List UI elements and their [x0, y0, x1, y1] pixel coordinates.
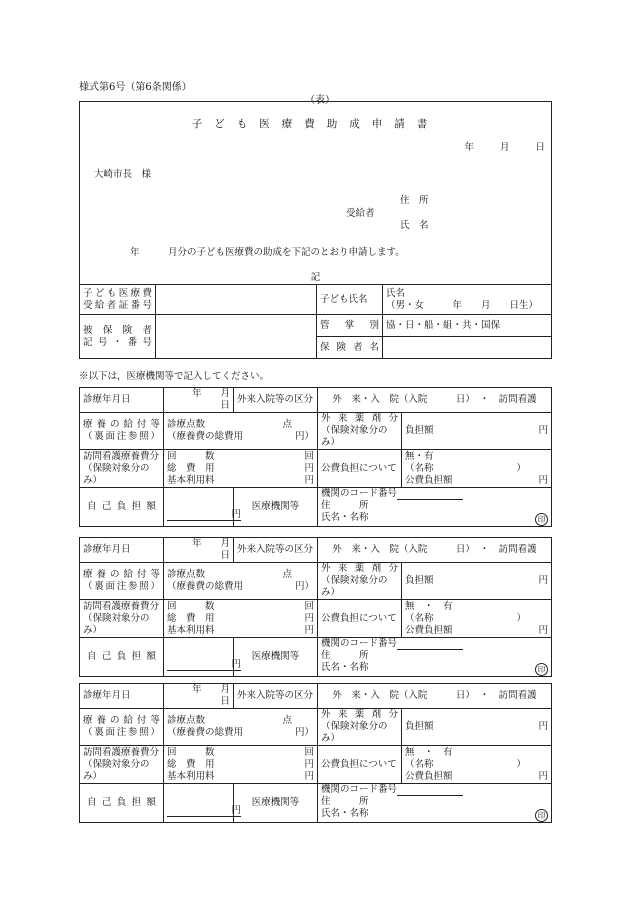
public-burden-field[interactable]: 無・有 （名称 ） 公費負担額 円: [402, 450, 552, 488]
treatment-date-label: 診療年月日: [80, 684, 164, 709]
child-name-label: 子ども氏名: [317, 285, 383, 315]
institution-field[interactable]: 機関のコード番号 住 所 氏名・名称 印: [318, 488, 552, 527]
self-burden-field[interactable]: 円: [164, 784, 234, 823]
public-burden-field[interactable]: 無 ・ 有 （名称 ） 公費負担額 円: [402, 746, 552, 784]
category-label: 外来入院等の区分: [234, 388, 318, 413]
insured-number-field[interactable]: [156, 315, 317, 359]
visit-nursing-label: 訪問看護療養費分 （保険対象分のみ）: [80, 600, 164, 638]
benefit-label: 療養の給付等 （裏面注参照）: [80, 709, 164, 746]
drug-burden-field[interactable]: 負担額 円: [402, 709, 552, 746]
request-statement: 年 月分の子ども医療費の助成を下記のとおり申請します。: [130, 247, 405, 258]
visit-nursing-label: 訪問看護療養費分 （保険対象分の み）: [80, 746, 164, 784]
institution-field[interactable]: 機関のコード番号 住 所 氏名・名称 印: [318, 784, 552, 823]
addressee: 大崎市長 様: [94, 169, 152, 180]
self-burden-field[interactable]: 円: [164, 638, 234, 677]
medical-record-block-3: [79, 683, 552, 823]
treatment-date-field[interactable]: 年 月 日: [164, 388, 234, 413]
institution-label: 医療機関等: [234, 638, 318, 677]
institution-label: 医療機関等: [234, 784, 318, 823]
treatment-date-label: 診療年月日: [80, 538, 164, 563]
benefit-label: 療養の給付等 （裏面注参照）: [80, 563, 164, 600]
category-options[interactable]: 外 来・入 院（入院 日） ・ 訪問看護: [318, 684, 552, 709]
treatment-date-field[interactable]: 年 月 日: [164, 538, 234, 563]
category-label: 外来入院等の区分: [234, 538, 318, 563]
public-burden-label: 公費負担について: [318, 746, 402, 784]
visit-nursing-label: 訪問看護療養費分 （保険対象分のみ）: [80, 450, 164, 488]
self-burden-label: 自己負担額: [80, 488, 164, 527]
insurer-label: 保険者名: [317, 337, 383, 359]
self-burden-field[interactable]: 円: [164, 488, 234, 527]
category-label: 外来入院等の区分: [234, 684, 318, 709]
medical-record-block-1: [79, 387, 552, 527]
seal-mark: 印: [535, 663, 548, 676]
drug-burden-field[interactable]: 負担額 円: [402, 413, 552, 450]
public-burden-label: 公費負担について: [318, 600, 402, 638]
category-options[interactable]: 外 来・入 院（入院 日） ・ 訪問看護: [318, 388, 552, 413]
application-header: [80, 102, 552, 285]
ki-label: 記: [310, 272, 321, 283]
visit-nursing-field[interactable]: 回 数 回 総 費 用 円 基本利用料 円: [164, 450, 318, 488]
jurisdiction-label: 管 掌 別: [317, 315, 383, 337]
treatment-date-field[interactable]: 年 月 日: [164, 684, 234, 709]
drug-burden-field[interactable]: 負担額 円: [402, 563, 552, 600]
seal-mark: 印: [535, 513, 548, 526]
public-burden-field[interactable]: 無 ・ 有 （名称 ） 公費負担額 円: [402, 600, 552, 638]
points-field[interactable]: 診療点数 点 （療養費の総費用 円）: [164, 709, 318, 746]
insurer-field[interactable]: [383, 337, 552, 359]
recipient-address-label: 住 所: [400, 195, 429, 206]
application-date[interactable]: 年 月 日: [464, 142, 545, 153]
insured-number-label: 被保険者 記号・番号: [80, 315, 156, 359]
recipient-label: 受給者: [346, 208, 375, 219]
drug-label: 外来薬剤分 （保険対象分のみ）: [318, 563, 402, 600]
drug-label: 外来薬剤分 （保険対象分のみ）: [318, 709, 402, 746]
benefit-label: 療養の給付等 （裏面注参照）: [80, 413, 164, 450]
medical-record-block-2: [79, 537, 552, 677]
visit-nursing-field[interactable]: 回 数 回 総 費 用 円 基本利用料 円: [164, 600, 318, 638]
child-name-field[interactable]: 氏名 （男・女 年 月 日生）: [383, 285, 552, 315]
cert-number-label: 子ども医療費 受給者証番号: [80, 285, 156, 315]
public-burden-label: 公費負担について: [318, 450, 402, 488]
instruction-note: ※以下は，医療機関等で記入してください。: [79, 371, 270, 382]
application-table: [79, 101, 552, 359]
form-title: 子ども医療費助成申請書: [191, 118, 440, 130]
self-burden-label: 自己負担額: [80, 638, 164, 677]
self-burden-label: 自己負担額: [80, 784, 164, 823]
visit-nursing-field[interactable]: 回 数 回 総 費 用 円 基本利用料 円: [164, 746, 318, 784]
seal-mark: 印: [535, 809, 548, 822]
side-label: （表）: [305, 95, 335, 106]
points-field[interactable]: 診療点数 点 （療養費の総費用 円）: [164, 563, 318, 600]
drug-label: 外来薬剤分 （保険対象分のみ）: [318, 413, 402, 450]
points-field[interactable]: 診療点数 点 （療養費の総費用 円）: [164, 413, 318, 450]
treatment-date-label: 診療年月日: [80, 388, 164, 413]
institution-label: 医療機関等: [234, 488, 318, 527]
jurisdiction-options[interactable]: 協・日・船・組・共・国保: [383, 315, 552, 337]
form-number: 様式第6号（第6条関係）: [79, 82, 192, 93]
institution-field[interactable]: 機関のコード番号 住 所 氏名・名称 印: [318, 638, 552, 677]
category-options[interactable]: 外 来・入 院（入院 日） ・ 訪問看護: [318, 538, 552, 563]
cert-number-field[interactable]: [156, 285, 317, 315]
gender-birth: （男・女 年 月 日生）: [386, 299, 539, 311]
recipient-name-label: 氏 名: [400, 220, 429, 231]
